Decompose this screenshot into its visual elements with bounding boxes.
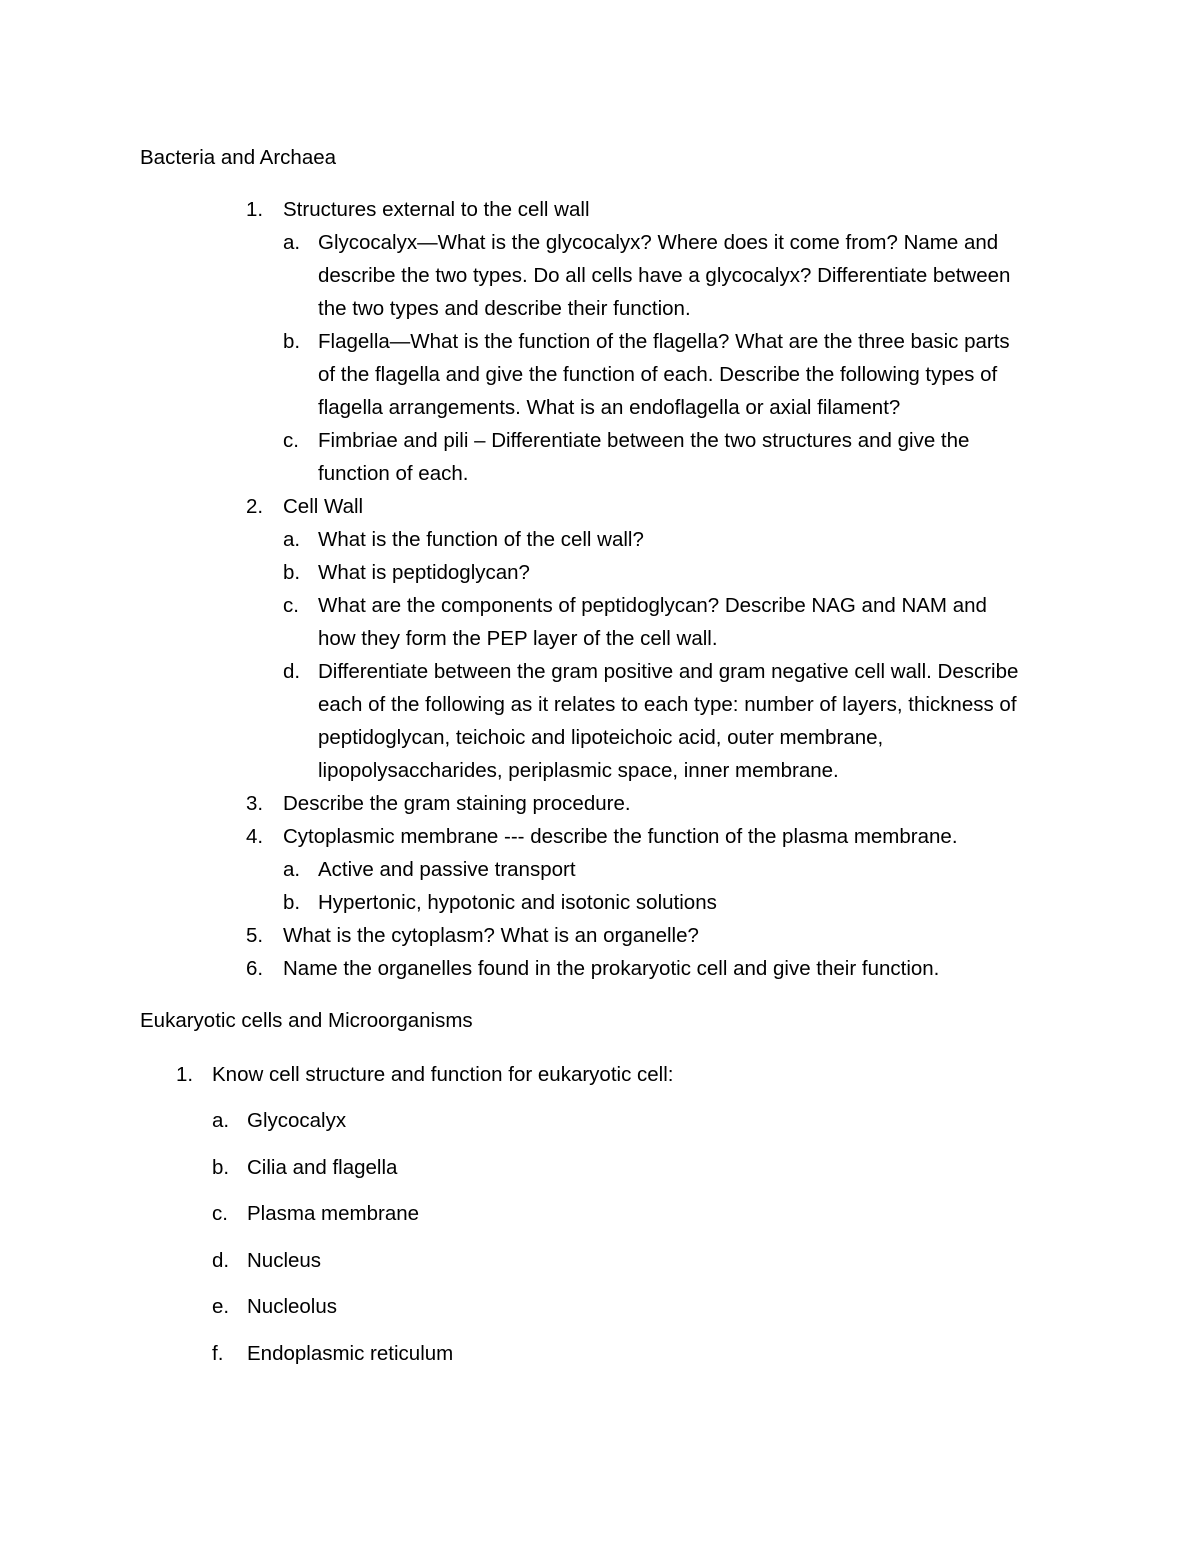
list-number: 3. — [246, 792, 264, 815]
list-item-text: Cytoplasmic membrane --- describe the function of the plasma membrane. — [283, 825, 958, 848]
list-item-text: Name the organelles found in the prokaryotic cell and give their function. — [283, 957, 940, 980]
sublist-letter: c. — [212, 1202, 228, 1225]
sublist-item-text: each of the following as it relates to each type: number of layers, thickness of — [318, 693, 1017, 716]
sublist-letter: f. — [212, 1342, 224, 1365]
sublist-letter: b. — [212, 1156, 230, 1179]
list-item-text: What is the cytoplasm? What is an organelle? — [283, 924, 699, 947]
sublist-item-text: Fimbriae and pili – Differentiate between the two structures and give the — [318, 429, 970, 452]
list-item-text: Know cell structure and function for eukaryotic cell: — [212, 1063, 674, 1086]
sublist-letter: b. — [283, 561, 301, 584]
sublist-item-text: Cilia and flagella — [247, 1156, 398, 1179]
sublist-item-text: Nucleolus — [247, 1295, 338, 1318]
sublist-item-text: Plasma membrane — [247, 1202, 420, 1225]
sublist-item-text: What is peptidoglycan? — [318, 561, 530, 584]
list-number: 1. — [176, 1063, 194, 1086]
sublist-letter: c. — [283, 429, 299, 452]
sublist-item-text: of the flagella and give the function of each. Describe the following types of — [318, 363, 998, 386]
list-number: 1. — [246, 198, 264, 221]
section-heading-bacteria: Bacteria and Archaea — [140, 146, 337, 169]
sublist-item-text: Differentiate between the gram positive and gram negative cell wall. Describe — [318, 660, 1019, 683]
sublist-item-text: function of each. — [318, 462, 469, 485]
sublist-letter: c. — [283, 594, 299, 617]
sublist-letter: a. — [212, 1109, 230, 1132]
sublist-item-text: describe the two types. Do all cells have a glycocalyx? Differentiate between — [318, 264, 1011, 287]
list-number: 5. — [246, 924, 264, 947]
sublist-letter: d. — [212, 1249, 230, 1272]
sublist-item-text: Glycocalyx — [247, 1109, 347, 1132]
sublist-letter: b. — [283, 330, 301, 353]
sublist-item-text: peptidoglycan, teichoic and lipoteichoic acid, outer membrane, — [318, 726, 884, 749]
sublist-item-text: the two types and describe their function. — [318, 297, 691, 320]
sublist-letter: b. — [283, 891, 301, 914]
sublist-item-text: What are the components of peptidoglycan? Describe NAG and NAM and — [318, 594, 987, 617]
list-number: 4. — [246, 825, 264, 848]
list-item-text: Structures external to the cell wall — [283, 198, 590, 221]
list-number: 2. — [246, 495, 264, 518]
sublist-letter: a. — [283, 231, 301, 254]
section-heading-eukaryotic: Eukaryotic cells and Microorganisms — [140, 1009, 473, 1032]
sublist-letter: a. — [283, 858, 301, 881]
sublist-item-text: Hypertonic, hypotonic and isotonic solutions — [318, 891, 717, 914]
sublist-item-text: Flagella—What is the function of the flagella? What are the three basic parts — [318, 330, 1010, 353]
sublist-letter: e. — [212, 1295, 230, 1318]
list-item-text: Cell Wall — [283, 495, 364, 518]
list-number: 6. — [246, 957, 264, 980]
sublist-item-text: What is the function of the cell wall? — [318, 528, 644, 551]
list-item-text: Describe the gram staining procedure. — [283, 792, 631, 815]
sublist-item-text: Glycocalyx—What is the glycocalyx? Where does it come from? Name and — [318, 231, 999, 254]
sublist-item-text: Endoplasmic reticulum — [247, 1342, 454, 1365]
sublist-item-text: Nucleus — [247, 1249, 322, 1272]
sublist-item-text: lipopolysaccharides, periplasmic space, inner membrane. — [318, 759, 839, 782]
sublist-item-text: Active and passive transport — [318, 858, 576, 881]
sublist-item-text: how they form the PEP layer of the cell wall. — [318, 627, 718, 650]
sublist-letter: d. — [283, 660, 301, 683]
sublist-item-text: flagella arrangements. What is an endoflagella or axial filament? — [318, 396, 901, 419]
sublist-letter: a. — [283, 528, 301, 551]
